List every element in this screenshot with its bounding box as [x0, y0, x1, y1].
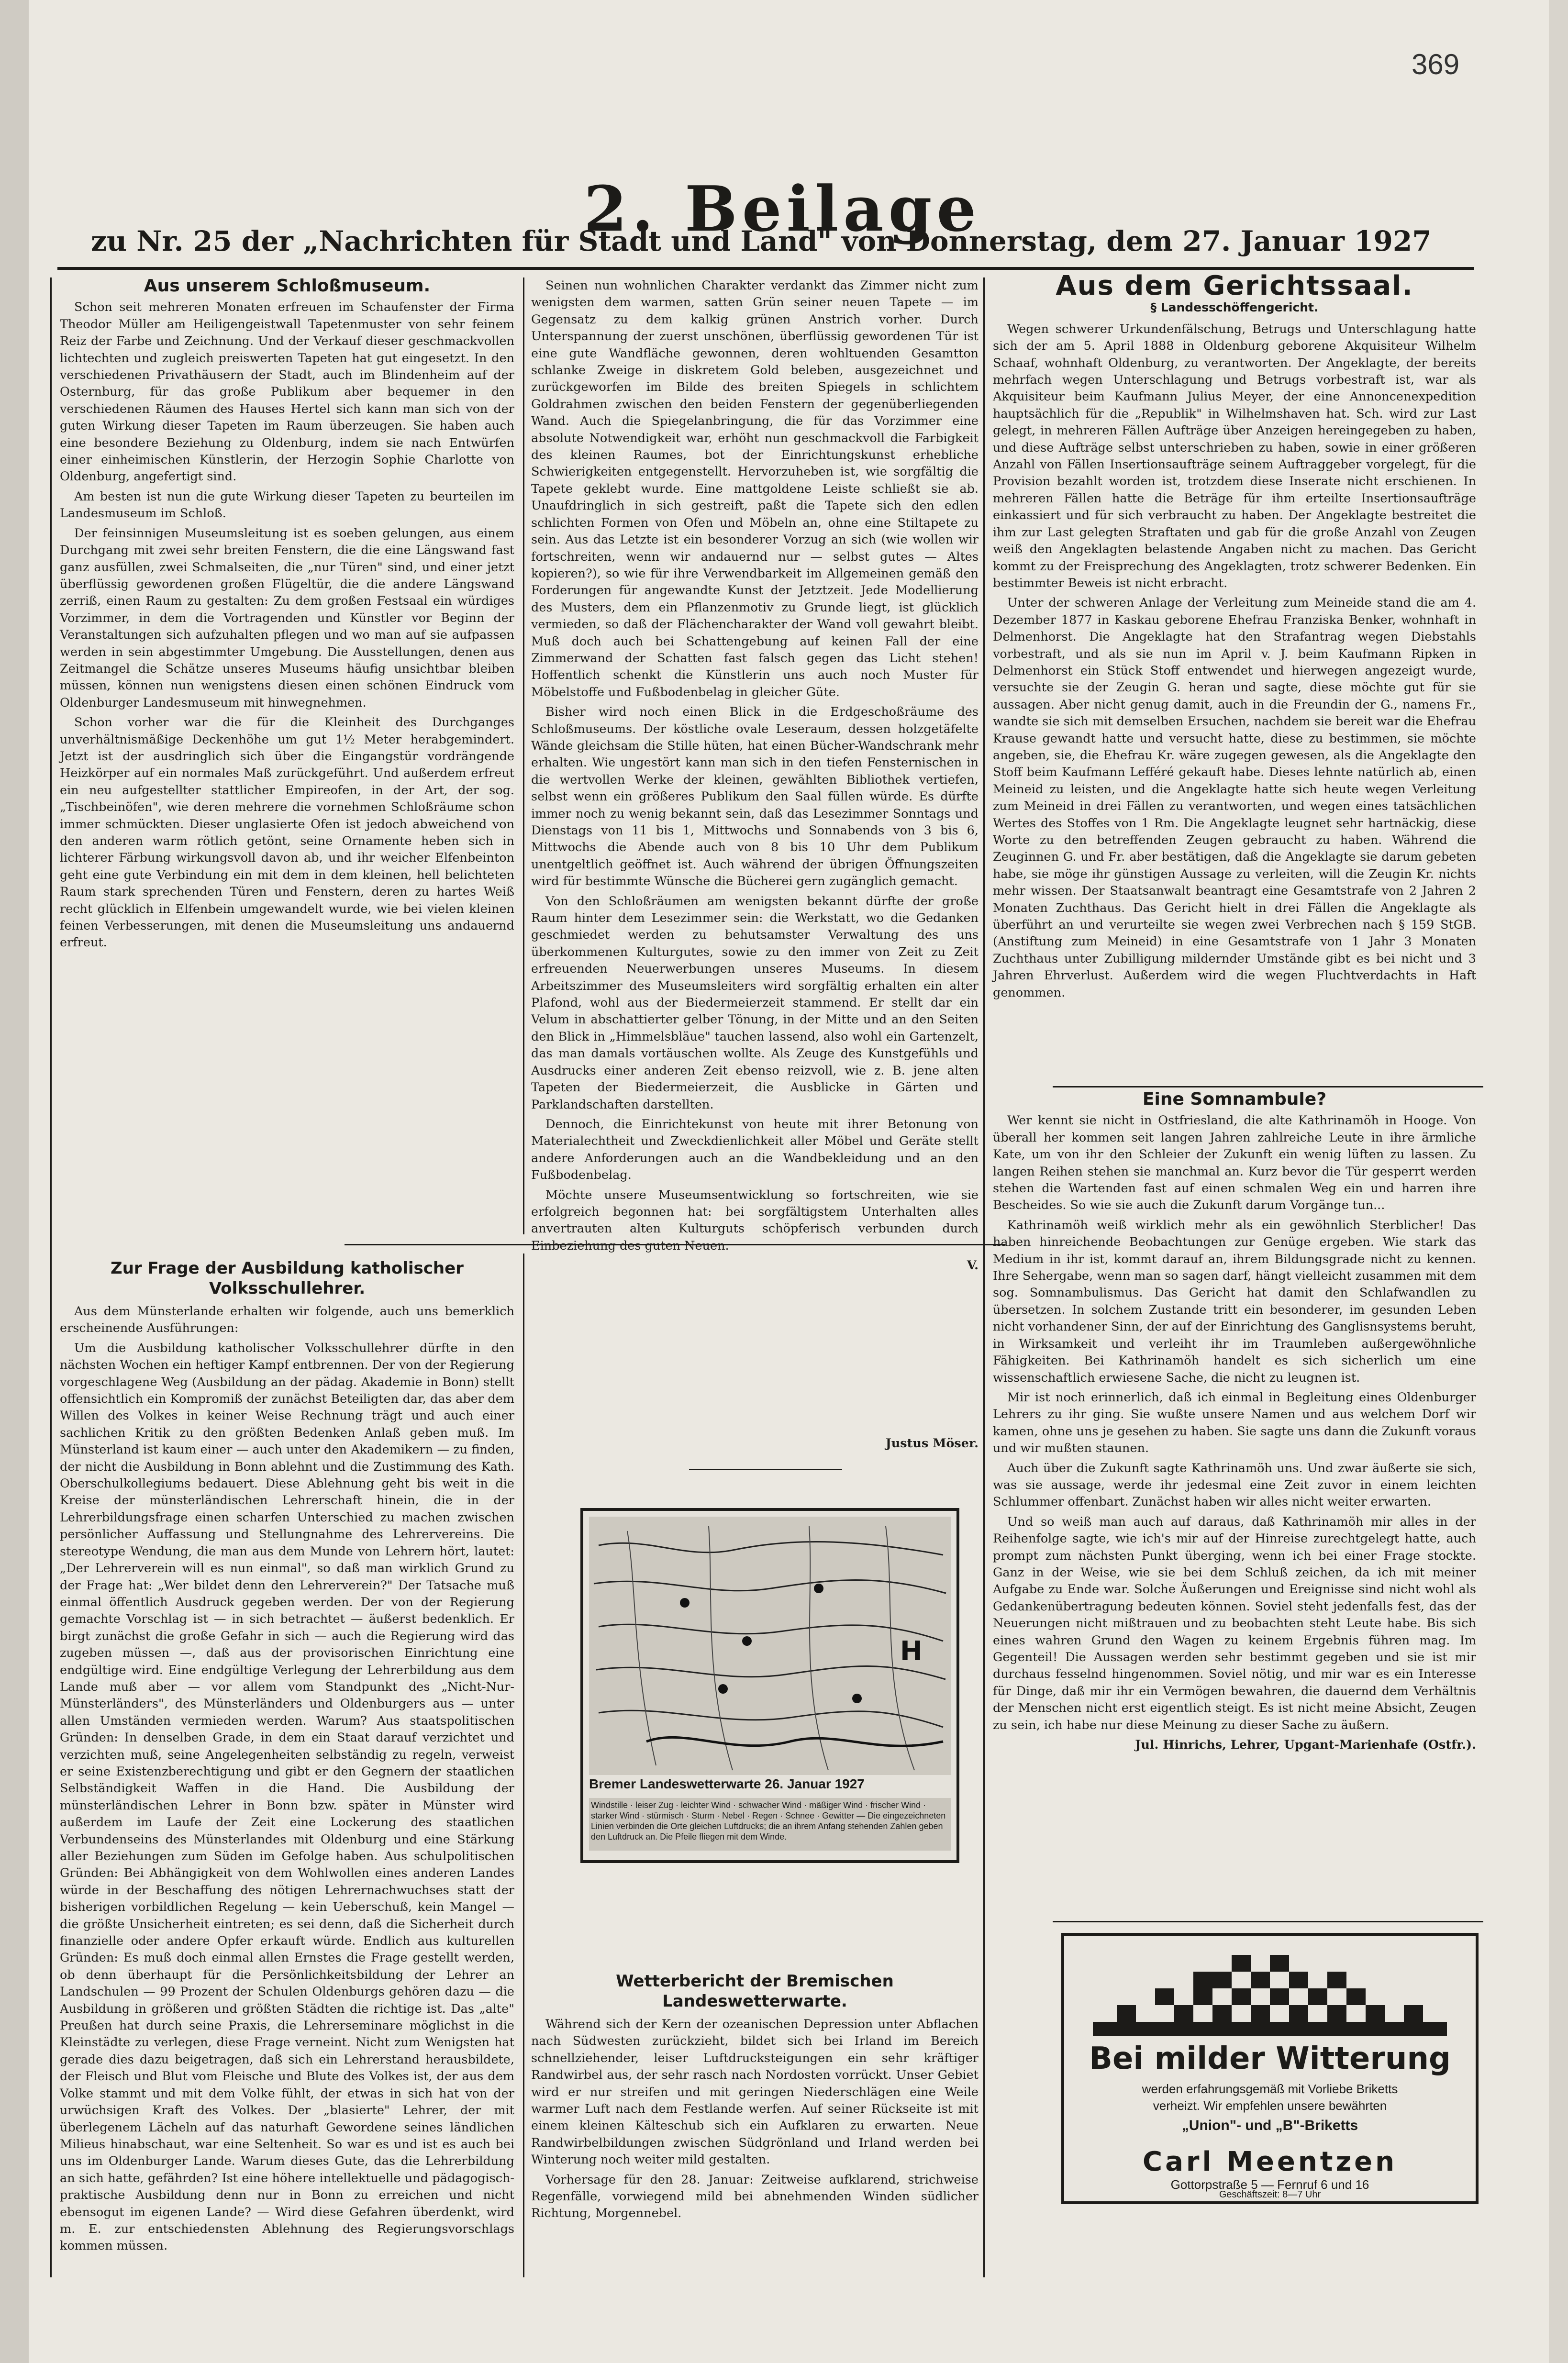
court-paragraph: Unter der schweren Anlage der Verleitung zum Meineide stand die am 4. Dezember 1877 in Kaskau geborene Ehefrau Franziska Benker, wohnhaft in Delmenhorst. Die Angeklagte hat den Strafantrag wegen Diebstahls vorbestraft, und als sie nun im April v. J. beim Kaufmann Ripken in Delmenhorst ein Stück Stoff entwendet und hierwegen angezeigt wurde, versuchte sie der Zeugin G. heran und sagte, diese möchte gut für sie aussagen. Aber nicht genug damit, auch in die Freundin der G., namens Fr., wandte sie sich mit demselben Ersuchen, nachdem sie bereit war die Ehefrau Krause gewandt hatte und versucht hatte, diese zu bestimmen, sie möchte angeben, sie, die Ehefrau Kr. wäre zugegen gewesen, als die Angeklagte den Stoff beim Kaufmann Lefféré gekauft habe. Dieses lehnte natürlich ab, einen Meineid zu leisten, und die Angeklagte hatte sich heute wegen Verleitung zum Meineid in drei Fällen zu verantworten, und wegen eines tatsächlichen Wertes des Stoffes von 1 Rm. Die Angeklagte leugnet sehr hartnäckig, diese Worte zu den betreffenden Zeugen gebraucht zu haben. Während die Zeuginnen G. und Fr. aber bestätigen, daß die Angeklagte sie darum gebeten habe, sie möge ihr günstigen Aussage zu verleiten, will die Zeugin Kr. nichts mehr wissen. Der Staatsanwalt beantragt eine Gesamtstrafe von 2 Jahren 2 Monaten Zuchthaus. Das Gericht hielt in drei Fällen die Angeklagte als überführt an und verurteilte sie wegen zwei Verbrechen nach § 159 StGB. (Anstiftung zum Meineid) in eine Gesamtstrafe von 1 Jahr 3 Monaten Zuchthaus unter Zubilligung mildernder Umstände gibt es bei nicht und 3 Jahren Ehrverlust. Außerdem wird die wegen Fluchtverdachts in Haft genommen. — [993, 596, 1476, 1000]
teacher-article-col2 — [531, 1258, 979, 1459]
court-paragraph: Wegen schwerer Urkundenfälschung, Betrugs und Unterschlagung hatte sich der am 5. April 1888 in Oldenburg geborene Akquisiteur Wilhelm Schaaf, wohnhaft Oldenburg, zu verantworten. Der Angeklagte, der bereits mehrfach wegen Unterschlagung und Betrugs vorbestraft ist, war als Akquisiteur beim Kaufmann Julius Meyer, der eine Annoncenexpedition hauptsächlich für die „Republik" in Wilhelmshaven hat. Sch. wird zur Last gelegt, in mehreren Fällen Aufträge über Anzeigen hereingegeben zu haben, und diese Aufträge selbst unterschrieben zu haben, sowie in einer größeren Anzahl von Fällen Insertionsaufträge seinem Auftraggeber vorgelegt, für die Provision bezahlt worden ist, trotzdem diese Inserate nicht erschienen. In mehreren Fällen hatte die Beträge für ihm erteilte Insertionsaufträge einkassiert und für sich verbraucht zu haben. Der Angeklagte bestreitet die ihm zur Last gelegten Straftaten und gab für die große Anzahl von Zeugen weiß den Angeklagten belastende Angaben nicht zu machen. Das Gericht kommt zu der Freisprechung des Angeklagten, trotz schwerer Bedenken. Ein bestimmter Beweis ist nicht erbracht. — [993, 322, 1476, 590]
somnambule-paragraph: Mir ist noch erinnerlich, daß ich einmal in Begleitung eines Oldenburger Lehrers zu ihr ging. Sie wußte unsere Namen und aus welchem Dorf wir kamen, ohne uns je gesehen zu haben. Sie sagte uns dann die Zukunft voraus und wir mußten staunen. — [993, 1390, 1476, 1456]
map-top-rule — [689, 1469, 842, 1470]
museum-paragraph: Dennoch, die Einrichtekunst von heute mit ihrer Betonung von Materialechtheit und Zweckdienlichkeit aller Möbel und Geräte stellt andere Anforderungen auch an die Wandbekleidung und an den Fußbodenbelag. — [531, 1117, 979, 1183]
museum-paragraph: Bisher wird noch einen Blick in die Erdgeschoßräume des Schloßmuseums. Der köstliche ovale Leseraum, dessen holzgetäfelte Wände gleichsam die Stille hüten, hat einen Bücher-Wandschrank mehr erhalten. Wie ungestört kann man sich in den tiefen Fensternischen in die wertvollen Werke der kleinen, gewählten Bibliothek vertiefen, selbst wenn ein größeres Publikum den Saal füllen würde. Es dürfte immer noch zu wenig bekannt sein, daß das Lesezimmer Sonntags und Dienstags von 11 bis 1, Mittwochs und Sonnabends von 3 bis 6, Mittwochs die Abende auch von 8 bis 10 Uhr dem Publikum unentgeltlich geöffnet ist. Auch während der übrigen Öffnungszeiten wird für bestimmte Wünsche die Bücherei gern zugänglich gemacht. — [531, 705, 979, 889]
weather-map-legend: Windstille · leiser Zug · leichter Wind · schwacher Wind · mäßiger Wind · frischer Wind · starker Wind · stürmisch · Sturm · Nebel · Regen · Schnee · Gewitter — Die eingezeichneten Linien verbinden die Orte gleichen Luftdrucks; die an ihrem Anfang stehenden Zahlen geben den Luftdruck an. Die Pfeile fliegen mit dem Winde. — [589, 1798, 951, 1851]
checkered-logo — [1093, 1955, 1447, 2036]
museum-paragraph: Schon seit mehreren Monaten erfreuen im Schaufenster der Firma Theodor Müller am Heiligengeistwall Tapetenmuster von sehr feinem Reiz der Farbe und Zeichnung. Und der Verkauf dieser geschmackvollen lichtechten und zugleich preiswerten Tapeten hat gut eingesetzt. In den verschiedenen Privathäusern der Stadt, auch im Blindenheim auf der Osternburg, für das große Publikum aber bequemer in den verschiedenen Räumen des Hauses Hertel sich kann man sich von der guten Wirkung dieser Tapeten im Raum überzeugen. Sie haben auch eine besondere Beziehung zu Oldenburg, indem sie nach Entwürfen einer einheimischen Künstlerin, der Herzogin Sophie Charlotte von Oldenburg, angefertigt sind. — [60, 300, 514, 484]
museum-article-title: Aus unserem Schloßmuseum. — [144, 276, 431, 296]
somnambule-article — [993, 1091, 1476, 1914]
court-article — [993, 270, 1476, 1081]
museum-paragraph: Seinen nun wohnlichen Charakter verdankt das Zimmer nicht zum wenigsten dem warmen, satten Grün seiner neuen Tapete — im Gegensatz zu dem kalkig grünen Anstrich vorher. Durch Unterspannung der zuerst unschönen, überflüssig gewordenen Tür ist eine gute Wandfläche gewonnen, deren wohltuenden Gesamtton schlanke Zweige in diskretem Gold beleben, ausgezeichnet und zurückgeworfen im Bilde des breiten Spiegels in schlichtem Goldrahmen zwischen den beiden Fenstern der gegenüberliegenden Wand. Auch die Spiegelanbringung, die für das Vorzimmer eine absolute Notwendigkeit war, erhöht nun geschmackvoll die Farbigkeit des kleinen Raumes, bot der Einrichtungskunst erhebliche Schwierigkeiten entgegenstellt. Hervorzuheben ist, wie sorgfältig die Tapete geklebt wurde. Eine mattgoldene Leiste schließt sie ab. Unaufdringlich in sich gestreift, paßt die Tapete sich den edlen schlichten Formen von Ofen und Möbeln an, ohne eine Stiltapete zu sein. Aus das Letzte ist ein besonderer Vorzug an sich (wie wollen wir fortschreiten, wenn wir andauernd nur — selbst gutes — Altes kopieren?), so wie für ihre Verwendbarkeit im Allgemeinen gemäß den Forderungen für angewandte Kunst der Jetztzeit. Jede Modellierung des Musters, dem ein Pflanzenmotiv zu Grunde liegt, ist glücklich vermieden, so daß der Flächencharakter der Wand voll gewahrt bleibt. Muß doch auch bei Schattengebung auf keinen Fall der eine Zimmerwand der Schatten fast falsch gegen das Licht stehen! Hoffentlich schenkt die Künstlerin uns auch noch Muster für Möbelstoffe und Fußbodenbelag in gleicher Güte. — [531, 278, 979, 699]
ad-top-rule — [1053, 1921, 1483, 1922]
teacher-paragraph: Aus dem Münsterlande erhalten wir folgende, auch uns bemerklich erscheinende Ausführungen: — [60, 1304, 514, 1336]
ad-product-line: „Union"- und „B"-Briketts — [1181, 2118, 1358, 2133]
somnambule-paragraph: Und so weiß man auch auf daraus, daß Kathrinamöh mir alles in der Reihenfolge sagte, wie ich's mir auf der Hinreise zurechtgelegt hatte, auch prompt zum nächsten Punkt überging, wenn ich bei einer Frage stockte. Ganz in der Weise, wie sie bei dem Schluß zeichen, da ich mit meiner Aufgabe zu Ende war. Solche Äußerungen und Ereignisse sind nicht wohl als Gedankenübertragung bedeuten können. Soviel steht jedenfalls fest, das der Neuerungen nicht mißtrauen und zu beobachten steht Leute habe. Bis sich eines wahren Grund den Wagen zu keinem Ergebnis führen mag. Im Gegenteil! Die Aussagen werden sehr bestimmt gegeben und sie ist mir durchaus fesselnd hingenommen. Soviel nötig, und mir war es ein Interesse für Dinge, daß mir ihr ein Vermögen bewahren, die dauernd dem Verhältnis der Menschen nicht erst eigentlich steigt. Es ist nicht meine Absicht, Zeugen zu sein, ich habe nur diese Meinung zu dieser Sache zu äußern. — [993, 1514, 1476, 1732]
ad-brand-name: Carl Meentzen — [1143, 2146, 1397, 2177]
teacher-signature: Justus Möser. — [885, 1436, 979, 1451]
column-rule-left — [523, 277, 524, 1234]
somnambule-paragraph: Wer kennt sie nicht in Ostfriesland, die alte Kathrinamöh in Hooge. Von überall her kommen seit langen Jahren zahlreiche Leute in ihre ärmliche Kate, um von ihr den Schleier der Zukunft ein wenig lüften zu lassen. Zu langen Reihen stehen sie manchmal an. Kurz bevor die Tür gesperrt werden stehen die Wartenden fast auf einen schmalen Weg ein und harren ihre Bescheides. So wie sie auch die Zukunft darum Vorgänge tun... — [993, 1113, 1476, 1213]
weather-map-caption: Bremer Landeswetterwarte 26. Januar 1927 — [589, 1776, 865, 1791]
weather-map — [580, 1508, 959, 1863]
masthead-subtitle: zu Nr. 25 der „Nachrichten für Stadt und Land" von Donnerstag, dem 27. Januar 1927 — [91, 225, 1432, 257]
ad-text-line: verheizt. Wir empfehlen unsere bewährten — [1153, 2098, 1387, 2113]
weather-article-title: Wetterbericht der Bremischen Landeswetterwarte. — [616, 1972, 894, 2011]
weather-paragraph: Während sich der Kern der ozeanischen Depression unter Abflachen nach Südwesten zurückzieht, bildet sich bei Irland im Bereich schnellziehender, leiser Luftdrucksteigungen ein sehr kräftiger Randwirbel aus, der sehr rasch nach Nordosten vorrückt. Unser Gebiet wird er nur streifen und mit geringen Niederschlägen eine Weile warmer Luft nach dem Festlande werfen. Auf seiner Rückseite ist mit einem kleinen Kälteschub sich ein Aufklaren zu erwarten. Neue Randwirbelbildungen zwischen Südgrönland und Irland werden bei Winterung noch weiter mild gestalten. — [531, 2017, 979, 2167]
somnambule-paragraph: Kathrinamöh weiß wirklich mehr als ein gewöhnlich Sterblicher! Das haben hinreichende Beobachtungen zur Genüge ergeben. Wie stark das Medium in ihr ist, kommt darauf an, ihrem Bildungsgrade nicht zu kennen. Ihre Sehergabe, wenn man so sagen darf, hängt vielleicht zusammen mit dem sog. Somnambulismus. Das Gericht hat damit den Schlafwandlen zu übersetzen. In solchem Zustande tritt ein besonderer, im gesunden Leben nicht vorhandener Sinn, der auf der Einrichtung des Ganglisnsystems beruht, in Wirksamkeit und verleiht ihr im Traumleben außergewöhnliche Fähigkeiten. Bei Kathrinamöh handelt es sich sicherlich um eine wissenschaftlich erwiesene Sache, die nicht zu leugnen ist. — [993, 1218, 1476, 1385]
page-number: 369 — [1412, 48, 1460, 80]
museum-signature: V. — [967, 1258, 979, 1273]
museum-paragraph: Schon vorher war die für die Kleinheit des Durchganges unverhältnismäßige Deckenhöhe um gut 1½ Meter herabgemindert. Jetzt ist der ausdringlich sich über die Eingangstür vordrängende Heizkörper auf ein normales Maß zurückgeführt. Und außerdem erfreut ein neu aufgestellter stattlicher Empireofen, in der Art, der sog. „Tischbeinöfen", wie deren mehrere die vornehmen Schloßräume schon immer schmückten. Dieser unglasierte Ofen ist jedoch abweichend von den anderen warm rötlich getönt, seine Ornamente heben sich in lichterer Färbung wirkungsvoll davon ab, und ihr weicher Elfenbeinton geht eine gute Verbindung ein mit dem in dem kleinen, hell belichteten Raum stark sprechenden Türen und Fenstern, deren zu hartes Weiß recht glücklich in Elfenbein umgewandelt wurde, wie bei vielen kleinen feinen Verbesserungen, mit denen die Museumsleitung uns andauernd erfreut. — [60, 715, 514, 950]
svg-text:H: H — [900, 1636, 923, 1667]
masthead-title: 2. Beilage — [584, 172, 981, 245]
column-rule-bottom — [523, 1254, 524, 2277]
museum-paragraph: Möchte unsere Museumsentwicklung so fortschreiten, wie sie erfolgreich begonnen hat: bei sorgfältigstem Unterhalten alles anvertrauten alten Kulturguts schöpferisch verbunden durch Einbeziehung des guten Neuen. — [531, 1187, 979, 1253]
museum-article-col2 — [531, 277, 979, 1273]
museum-paragraph: Der feinsinnigen Museumsleitung ist es soeben gelungen, aus einem Durchgang mit zwei sehr breiten Fenstern, die die eine Längswand fast ganz ausfüllen, zwei Schmalseiten, die „nur Türen" sind, und einer jetzt überflüssig gewordenen großen Flügeltür, die die andere Längswand zerriß, einen Raum zu gestalten: Zu dem großen Festsaal ein würdiges Vorzimmer, in dem die Vortragenden und Künstler vor Beginn der Veranstaltungen sich aufzuhalten pflegen und wo man auf sie aufpassen werden in sein abgestimmter Umgebung. Die Ausstellungen, denen aus Zeitmangel die Schätze unseres Museums häufig unsichtbar bleiben müssen, können nun wenigstens diesen einen schönen Eindruck vom Oldenburger Landesmuseum mit hinwegnehmen. — [60, 526, 514, 710]
court-article-subtitle: § Landesschöffengericht. — [1150, 300, 1319, 315]
ad-text-line: werden erfahrungsgemäß mit Vorliebe Briketts — [1142, 2082, 1398, 2096]
weather-article — [531, 1971, 979, 2277]
teacher-article-col1 — [60, 1258, 514, 2277]
weather-map-image — [589, 1517, 951, 1775]
museum-paragraph: Von den Schloßräumen am wenigsten bekannt dürfte der große Raum hinter dem Lesezimmer sein: die Werkstatt, wo die Gedanken geschmiedet werden zu behutsamster Verwaltung des uns überkommenen Kulturgutes, sowie zu den immer von Zeit zu Zeit erfreuenden Neuerwerbungen unseres Museums. In diesem Arbeitszimmer des Museumsleiters wird sorgfältig erhalten ein alter Plafond, wohl aus der Biedermeierzeit stammend. Er stellt dar ein Velum in abschattierter gelber Tönung, in der Mitte und an den Seiten den Blick in „Himmelsbläue" tauchen lassend, also wohl ein Gartenzelt, das man damals vortäuschen wollte. Als Zeuge des Kunstgefühls und Ausdrucks einer anderen Zeit ebenso reizvoll, wie z. B. jene alten Tapeten der Biedermeierzeit, die Ausblicke in Gärten und Parklandschaften darstellten. — [531, 894, 979, 1112]
scan-right-edge — [1549, 0, 1568, 2363]
teacher-paragraph: Um die Ausbildung katholischer Volksschullehrer dürfte in den nächsten Wochen ein heftiger Kampf entbrennen. Der von der Regierung vorgeschlagene Weg (Ausbildung an der pädag. Akademie in Bonn) stellt offensichtlich ein Kompromiß der zunächst Beteiligten dar, das aber dem Willen des Volkes in keiner Weise Rechnung trägt und auch einer sachlichen Kritik zu den größten Bedenken Anlaß geben muß. Im Münsterland ist kaum einer — auch unter den Akademikern — zu finden, der nicht die Ausbildung in Bonn ablehnt und die Zustimmung des Kath. Oberschulkollegiums bedauert. Diese Ablehnung geht bis weit in die Kreise der münsterländischen Lehrerschaft hinein, die in der Lehrerbildungsfrage einen scharfen Unterschied zu machen zwischen persönlicher Auffassung und Stellungnahme des Lehrervereins. Die stereotype Wendung, die man aus dem Munde von Lehrern hört, lautet: „Der Lehrerverein will es nun einmal", so daß man wirklich Grund zu der Frage hat: „Wer bildet denn den Lehrerverein?" Der Tatsache muß einmal öffentlich Ausdruck gegeben werden. Der von der Regierung gemachte Vorschlag ist — in sich betrachtet — äußerst bedenklich. Er birgt zunächst die große Gefahr in sich — auch die Regierung wird das zugeben müssen —, daß aus der provisorischen Einrichtung eine endgültige wird. Eine endgültige Verlegung der Lehrerbildung aus dem Lande muß aber — vor allem vom Standpunkt des „Nicht-Nur-Münsterländers", des Münsterländers und Oldenburgers aus — unter allen Umständen vermieden werden. Warum? Aus staatspolitischen Gründen: In denselben Grade, in dem ein Staat darauf verzichtet und verzichten muß, seine Angelegenheiten selbständig zu regeln, verweist er seine Existenzberechtigung und gibt er den Gegnern der staatlichen Selbständigkeit Waffen in die Hand. Die Ausbildung der münsterländischen Lehrer in Bonn bzw. später in Münster wird außerdem im Laufe der Zeit eine Lockerung des staatlichen Verbundenseins des Münsterlandes mit Oldenburg und eine Stärkung aller Beziehungen zum Süden im Gefolge haben. Aus schulpolitischen Gründen: Bei Abhängigkeit von dem Wohlwollen eines anderen Landes würde in der Beschaffung des nötigen Lehrernachwuchses statt der bisherigen vorbildlichen Regelung — kein Ueberschuß, kein Mangel — die größte Unsicherheit eintreten; es sei denn, daß die Sicherheit durch finanzielle oder andere Opfer erkauft würde. Endlich aus kulturellen Gründen: Es muß doch einmal allen Ernstes die Frage gestellt werden, ob denn überhaupt für die Persönlichkeitsbildung der Lehrer an Landschulen — 99 Prozent der Schulen Oldenburgs gehören dazu — die Ausbildung in größeren und größten Städten die richtige ist. Das „alte" Preußen hat durch seine Praxis, die Lehrerseminare möglichst in die Kleinstädte zu verlegen, diese Frage verneint. Nicht zum Wenigsten hat gerade dies dazu beigetragen, daß sich ein Lehrerstand herausbildete, der Fleisch und Blut vom Fleische und Blute des Volkes ist, der aus dem Volke stammt und mit dem Volke fühlt, der etwas in sich hat von der urwüchsigen Kraft des Volkes. Der „blasierte" Lehrer, der mit überlegenem Lächeln auf das naturhaft Gewordene seines ländlichen Milieus hinabschaut, war eine Seltenheit. So war es und ist es auch bei uns im Oldenburger Lande. Warum dieses Gute, das die Lehrerbildung an sich hatte, gefährden? Ist eine höhere intellektuelle und pädagogisch-praktische Ausbildung denn nur in Bonn zu erreichen und nicht ebensogut im eigenen Lande? — Wird diese Gefahren überdenkt, wird m. E. zur entschiedensten Ablehnung des Regierungsvorschlags kommen müssen. — [60, 1341, 514, 2253]
ad-address: Gottorpstraße 5 — Fernruf 6 und 16 — [1170, 2177, 1369, 2192]
somnambule-signature: Jul. Hinrichs, Lehrer, Upgant-Marienhafe (Ostfr.). — [1135, 1738, 1476, 1753]
somnambule-article-title: Eine Somnambule? — [1142, 1089, 1327, 1109]
left-margin-rule — [50, 277, 52, 2277]
weather-paragraph: Vorhersage für den 28. Januar: Zeitweise aufklarend, strichweise Regenfälle, vorwiegend mild bei abnehmenden Winden südlicher Richtung, Morgennebel. — [531, 2172, 979, 2221]
column-rule-right — [983, 277, 985, 2277]
museum-paragraph: Am besten ist nun die gute Wirkung dieser Tapeten zu beurteilen im Landesmuseum im Schloß. — [60, 489, 514, 521]
court-article-title: Aus dem Gerichtssaal. — [1056, 270, 1413, 301]
court-section-rule — [1053, 1086, 1483, 1087]
ad-headline: Bei milder Witterung — [1089, 2041, 1451, 2076]
isobar-map-svg — [589, 1517, 951, 1775]
teacher-article-title: Zur Frage der Ausbildung katholischer Volksschullehrer. — [111, 1259, 464, 1298]
ad-hours: Geschäftszeit: 8—7 Uhr — [1219, 2189, 1321, 2200]
museum-article-col1 — [60, 277, 514, 1234]
masthead-rule — [57, 267, 1474, 270]
scan-left-edge — [0, 0, 29, 2363]
briketts-advertisement — [1061, 1933, 1479, 2204]
somnambule-paragraph: Auch über die Zukunft sagte Kathrinamöh uns. Und zwar äußerte sie sich, was sie aussage, werde ihr jedesmal eine Zeit zuvor in einem leichten Schlummer offenbart. Zunächst haben wir alles nicht weiter erwarten. — [993, 1461, 1476, 1509]
